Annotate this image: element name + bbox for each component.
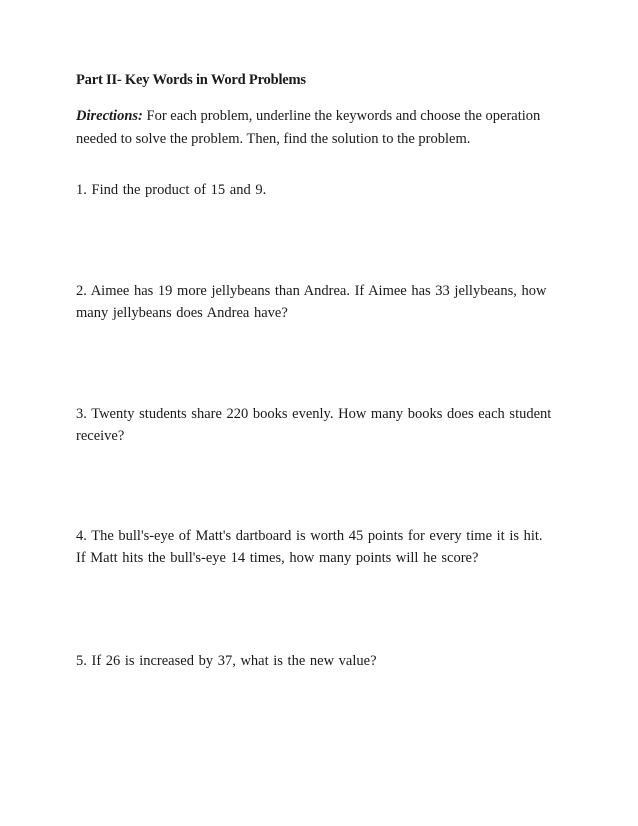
section-heading: Part II- Key Words in Word Problems [76, 72, 306, 88]
directions-text: For each problem, underline the keywords and choose the operation needed to solve the problem. Then, find the solution to the problem. [76, 108, 541, 147]
problem-3: 3. Twenty students share 220 books evenly. How many books does each student receive? [76, 406, 552, 444]
problem-4: 4. The bull's-eye of Matt's dartboard is worth 45 points for every time it is hit. If Matt hits the bull's-eye 14 times, how many points will he score? [76, 528, 543, 566]
problem-2: 2. Aimee has 19 more jellybeans than Andrea. If Aimee has 33 jellybeans, how many jellybeans does Andrea have? [76, 283, 547, 321]
directions-paragraph [76, 105, 576, 151]
problem-1: 1. Find the product of 15 and 9. [76, 182, 267, 198]
problem-5: 5. If 26 is increased by 37, what is the new value? [76, 653, 377, 669]
directions-colon: : [138, 108, 143, 124]
directions-label: Directions [76, 108, 139, 124]
